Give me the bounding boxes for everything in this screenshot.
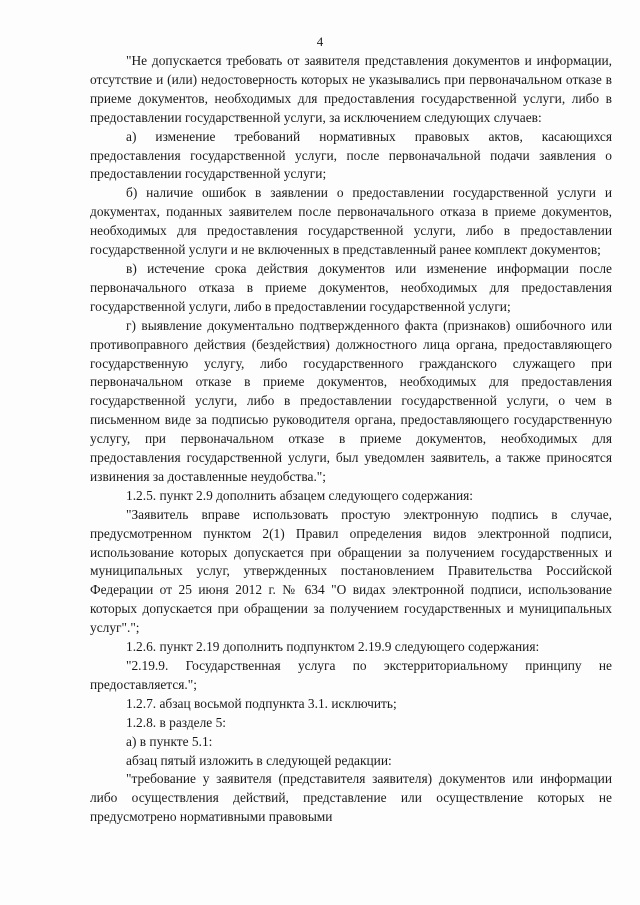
paragraph-5-1: а) в пункте 5.1: (126, 733, 213, 749)
paragraph-abzac-5: абзац пятый изложить в следующей редакции: (126, 752, 392, 768)
paragraph-1-2-8: 1.2.8. в разделе 5: (126, 714, 226, 730)
paragraph-intro: "Не допускается требовать от заявителя представления документов и информации, отсутствие и (или) недостоверность которых не указывались при первоначальном отказе в приеме документов, необходимых для предоставления государственной услуги, либо в предоставлении государственной услуги, за исключением следующих случаев: (90, 53, 612, 125)
paragraph-requirement: "требование у заявителя (представителя заявителя) документов или информации либо осуществления действий, представление или осуществление которых не предусмотрено нормативными правовыми (90, 771, 612, 825)
paragraph-1-2-6: 1.2.6. пункт 2.19 дополнить подпунктом 2.19.9 следующего содержания: (126, 639, 540, 655)
document-body (90, 52, 612, 827)
paragraph-2-19-9: "2.19.9. Государственная услуга по экстерриториальному принципу не предоставляется."; (90, 658, 612, 692)
paragraph-case-g: г) выявление документально подтвержденного факта (признаков) ошибочного или противоправного действия (бездействия) должностного лица органа, предоставляющего государственную услугу, либо государственного гражданского служащего при первоначальном отказе в приеме документов, необходимых для предоставления государственной услуги, либо в предоставлении государственной услуги, о чем в письменном виде за подписью руководителя органа, предоставляющего государственную услугу, при первоначальном отказе в приеме документов, необходимых для предоставления государственной услуги, был уведомлен заявитель, а также приносятся извинения за доставленные неудобства."; (90, 317, 612, 484)
paragraph-1-2-7: 1.2.7. абзац восьмой подпункта 3.1. исключить; (126, 695, 397, 711)
paragraph-case-v: в) истечение срока действия документов или изменение информации после первоначального отказа в приеме документов, необходимых для предоставления государственной услуги, либо в предоставлении государственной услуги; (90, 260, 612, 314)
page-number: 4 (316, 34, 324, 49)
paragraph-signature-clause: "Заявитель вправе использовать простую электронную подпись в случае, предусмотренном пунктом 2(1) Правил определения видов электронной подписи, использование которых допускается при обращении за получением государственных и муниципальных услуг, утвержденных постановлением Правительства Российской Федерации от 25 июня 2012 г. № 634 "О видах электронной подписи, использование которых допускается при обращении за получением государственных и муниципальных услуг"."; (90, 506, 612, 636)
paragraph-case-a: а) изменение требований нормативных правовых актов, касающихся предоставления государственной услуги, после первоначальной подачи заявления о предоставлении государственной услуги; (90, 128, 612, 182)
paragraph-1-2-5: 1.2.5. пункт 2.9 дополнить абзацем следующего содержания: (126, 487, 474, 503)
paragraph-case-b: б) наличие ошибок в заявлении о предоставлении государственной услуги и документах, поданных заявителем после первоначального отказа в приеме документов, необходимых для предоставления государственной услуги, либо в предоставлении государственной услуги и не включенных в представленный ранее комплект документов; (90, 185, 612, 258)
